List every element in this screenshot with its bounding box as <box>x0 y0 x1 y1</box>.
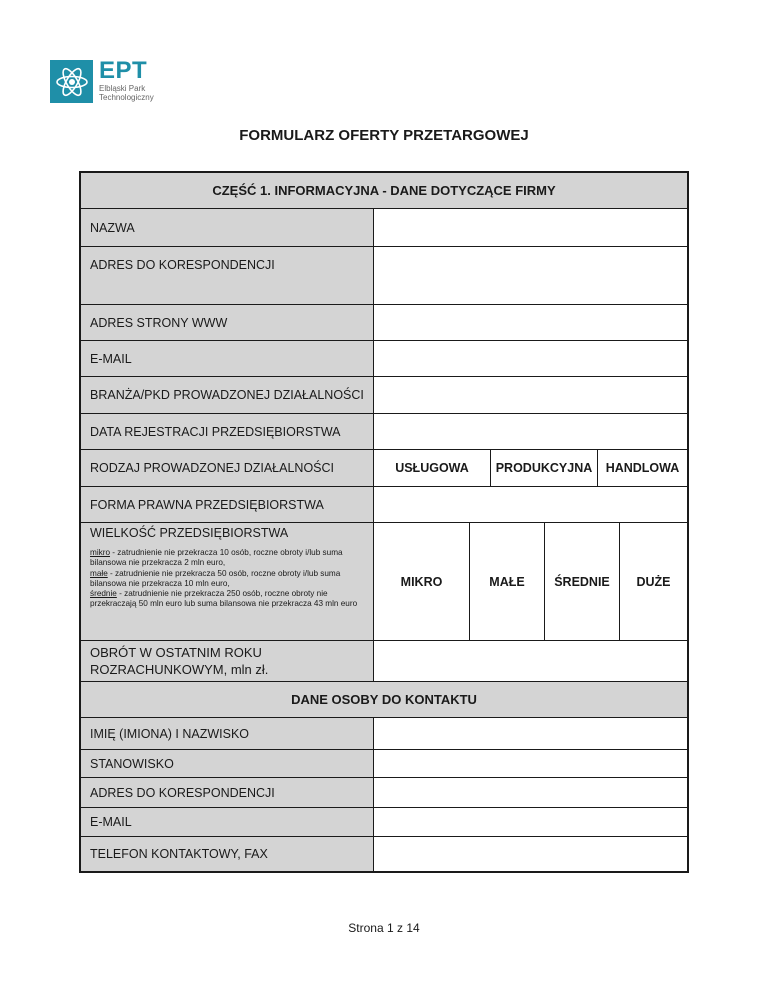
label-wielkosc-block <box>81 522 373 640</box>
label-imie: IMIĘ (IMIONA) I NAZWISKO <box>81 717 373 749</box>
label-rodzaj: RODZAJ PROWADZONEJ DZIAŁALNOŚCI <box>81 449 373 486</box>
size-notes <box>90 548 367 610</box>
input-email-kontakt[interactable] <box>373 807 687 836</box>
input-branza[interactable] <box>373 376 687 413</box>
input-imie[interactable] <box>373 717 687 749</box>
label-forma: FORMA PRAWNA PRZEDSIĘBIORSTWA <box>81 486 373 522</box>
logo-name: EPT <box>99 57 148 84</box>
input-stanowisko[interactable] <box>373 749 687 777</box>
offer-form-table <box>79 171 689 873</box>
label-stanowisko: STANOWISKO <box>81 749 373 777</box>
label-telefon: TELEFON KONTAKTOWY, FAX <box>81 836 373 871</box>
section1-header: CZĘŚĆ 1. INFORMACYJNA - DANE DOTYCZĄCE FIRMY <box>81 173 687 208</box>
note-mikro-desc: - zatrudnienie nie przekracza 10 osób, roczne obroty i/lub suma bilansowa nie przekracza 2 mln euro, <box>90 548 343 568</box>
label-adres-kontakt: ADRES DO KORESPONDENCJI <box>81 777 373 807</box>
input-forma[interactable] <box>373 486 687 522</box>
note-male-desc: - zatrudnienie nie przekracza 50 osób, roczne obroty i/lub suma bilansowa nie przekracza 10 mln euro, <box>90 568 341 588</box>
option-uslugowa[interactable]: USŁUGOWA <box>373 449 490 486</box>
logo-subtitle-1: Elbląski Park <box>99 84 146 93</box>
option-duze[interactable]: DUŻE <box>619 522 687 640</box>
atom-icon <box>50 60 93 103</box>
label-data-rejestracji: DATA REJESTRACJI PRZEDSIĘBIORSTWA <box>81 413 373 449</box>
page-number: Strona 1 z 14 <box>348 921 420 935</box>
label-email-kontakt: E-MAIL <box>81 807 373 836</box>
note-mikro-term: mikro <box>90 548 111 557</box>
input-obrot[interactable] <box>373 640 687 681</box>
label-branza: BRANŻA/PKD PROWADZONEJ DZIAŁALNOŚCI <box>81 376 373 413</box>
label-email: E-MAIL <box>81 340 373 376</box>
ept-logo <box>50 57 154 103</box>
option-mikro[interactable]: MIKRO <box>373 522 469 640</box>
input-www[interactable] <box>373 304 687 340</box>
option-srednie[interactable]: ŚREDNIE <box>544 522 619 640</box>
note-male-term: małe <box>90 568 108 578</box>
label-obrot <box>81 640 373 681</box>
input-adres-kontakt[interactable] <box>373 777 687 807</box>
label-adres: ADRES DO KORESPONDENCJI <box>81 246 373 304</box>
input-telefon[interactable] <box>373 836 687 871</box>
option-male[interactable]: MAŁE <box>469 522 544 640</box>
section2-header: DANE OSOBY DO KONTAKTU <box>81 681 687 717</box>
note-srednie-desc: - zatrudnienie nie przekracza 250 osób, roczne obroty nie przekraczają 50 mln euro lub suma bilansowa nie przekracza 43 mln euro <box>90 589 358 609</box>
label-nazwa: NAZWA <box>81 208 373 246</box>
input-data-rejestracji[interactable] <box>373 413 687 449</box>
input-email[interactable] <box>373 340 687 376</box>
input-adres[interactable] <box>373 246 687 304</box>
label-wielkosc: WIELKOŚĆ PRZEDSIĘBIORSTWA <box>90 526 289 540</box>
logo-subtitle-2: Technologiczny <box>99 93 154 102</box>
option-produkcyjna[interactable]: PRODUKCYJNA <box>490 449 597 486</box>
label-obrot-line2: ROZRACHUNKOWYM, mln zł. <box>90 662 269 677</box>
page-title: FORMULARZ OFERTY PRZETARGOWEJ <box>239 127 529 144</box>
option-handlowa[interactable]: HANDLOWA <box>597 449 687 486</box>
input-nazwa[interactable] <box>373 208 687 246</box>
label-obrot-line1: OBRÓT W OSTATNIM ROKU <box>90 645 262 660</box>
label-www: ADRES STRONY WWW <box>81 304 373 340</box>
note-srednie-term: średnie <box>90 589 117 599</box>
